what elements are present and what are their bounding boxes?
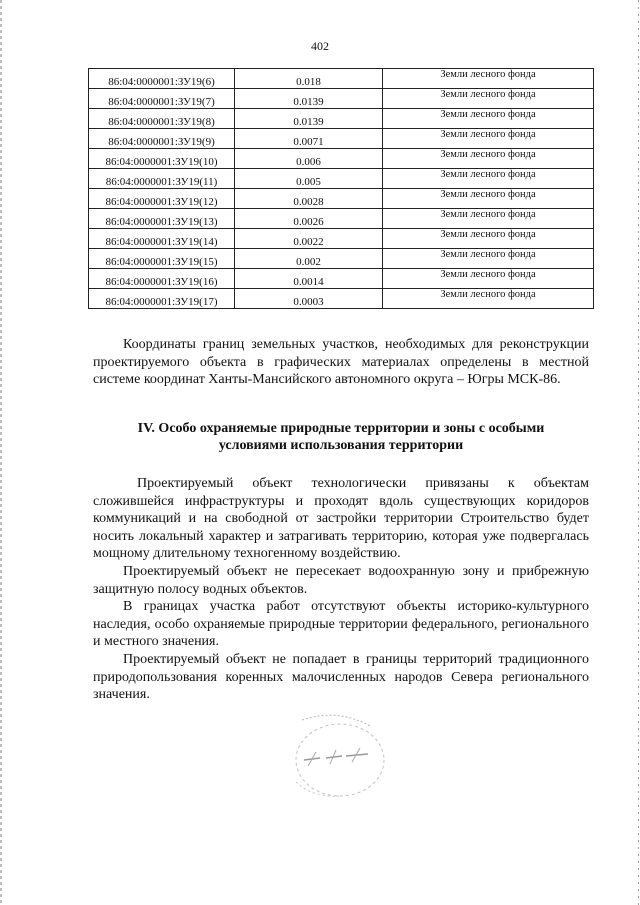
table-row xyxy=(89,149,594,169)
cell-cadastral-number: 86:04:0000001:ЗУ19(8) xyxy=(89,109,235,129)
paragraph-heritage xyxy=(93,598,589,651)
paragraph-traditional-land xyxy=(93,651,589,704)
cell-cadastral-number: 86:04:0000001:ЗУ19(10) xyxy=(89,149,235,169)
cell-area: 0.005 xyxy=(235,169,383,189)
table-row xyxy=(89,189,594,209)
cell-area: 0.0071 xyxy=(235,129,383,149)
cell-cadastral-number: 86:04:0000001:ЗУ19(9) xyxy=(89,129,235,149)
cell-land-category: Земли лесного фонда xyxy=(383,289,594,309)
cell-cadastral-number: 86:04:0000001:ЗУ19(14) xyxy=(89,229,235,249)
table-row xyxy=(89,249,594,269)
cell-land-category: Земли лесного фонда xyxy=(383,169,594,189)
table-row xyxy=(89,269,594,289)
cell-land-category: Земли лесного фонда xyxy=(383,149,594,169)
cell-land-category: Земли лесного фонда xyxy=(383,189,594,209)
table-row xyxy=(89,129,594,149)
paragraph-infrastructure xyxy=(93,475,589,563)
cell-area: 0.0026 xyxy=(235,209,383,229)
cell-land-category: Земли лесного фонда xyxy=(383,249,594,269)
cell-cadastral-number: 86:04:0000001:ЗУ19(15) xyxy=(89,249,235,269)
cell-land-category: Земли лесного фонда xyxy=(383,129,594,149)
table-row xyxy=(89,69,594,89)
paragraph-infrastructure-text: Проектируемый объект технологически привязаны к объектам сложившейся инфраструктуры и проходят вдоль существующих коридоров коммуникаций и на свободной от застройки территории Строительство будет носить локальный характер и затрагивать территорию, которая уже подвергалась мощному длительному техногенному воздействию. xyxy=(93,476,589,561)
paragraph-water-zone-text: Проектируемый объект не пересекает водоохранную зону и прибрежную защитную полосу водных объектов. xyxy=(93,564,589,597)
cell-cadastral-number: 86:04:0000001:ЗУ19(12) xyxy=(89,189,235,209)
table-row xyxy=(89,169,594,189)
paragraph-heritage-text: В границах участка работ отсутствуют объекты историко-культурного наследия, особо охраняемые природные территории федерального, регионального и местного значения. xyxy=(93,599,589,649)
cell-area: 0.0014 xyxy=(235,269,383,289)
coordinates-paragraph-text: Координаты границ земельных участков, необходимых для реконструкции проектируемого объекта в графических материалах определены в местной системе координат Ханты-Мансийского автономного округа – Югры МСК-86. xyxy=(93,337,589,387)
table-row xyxy=(89,209,594,229)
cell-area: 0.0003 xyxy=(235,289,383,309)
cell-area: 0.0022 xyxy=(235,229,383,249)
section-heading-line-1: IV. Особо охраняемые природные территории и зоны с особыми xyxy=(137,421,545,436)
cell-land-category: Земли лесного фонда xyxy=(383,209,594,229)
cell-area: 0.018 xyxy=(235,69,383,89)
cell-cadastral-number: 86:04:0000001:ЗУ19(11) xyxy=(89,169,235,189)
land-parcels-table xyxy=(88,68,594,309)
cell-land-category: Земли лесного фонда xyxy=(383,229,594,249)
cell-land-category: Земли лесного фонда xyxy=(383,109,594,129)
cell-cadastral-number: 86:04:0000001:ЗУ19(16) xyxy=(89,269,235,289)
table-row xyxy=(89,229,594,249)
faded-stamp xyxy=(282,712,392,802)
paragraph-water-zone xyxy=(93,563,589,598)
paragraph-traditional-land-text: Проектируемый объект не попадает в границы территорий традиционного природопользования коренных малочисленных народов Севера регионального значения. xyxy=(93,652,589,702)
page-number: 402 xyxy=(311,39,329,53)
scan-edge-right xyxy=(638,0,639,905)
table-row xyxy=(89,289,594,309)
cell-cadastral-number: 86:04:0000001:ЗУ19(6) xyxy=(89,69,235,89)
section-heading-line-2: условиями использования территории xyxy=(218,438,464,453)
land-parcels-table-body xyxy=(89,69,594,309)
cell-area: 0.0139 xyxy=(235,109,383,129)
cell-land-category: Земли лесного фонда xyxy=(383,269,594,289)
cell-cadastral-number: 86:04:0000001:ЗУ19(7) xyxy=(89,89,235,109)
cell-land-category: Земли лесного фонда xyxy=(383,69,594,89)
cell-cadastral-number: 86:04:0000001:ЗУ19(13) xyxy=(89,209,235,229)
cell-cadastral-number: 86:04:0000001:ЗУ19(17) xyxy=(89,289,235,309)
cell-area: 0.0028 xyxy=(235,189,383,209)
table-row xyxy=(89,109,594,129)
cell-area: 0.006 xyxy=(235,149,383,169)
table-row xyxy=(89,89,594,109)
cell-land-category: Земли лесного фонда xyxy=(383,89,594,109)
scan-edge-left xyxy=(0,0,2,905)
cell-area: 0.0139 xyxy=(235,89,383,109)
section-heading xyxy=(93,420,589,454)
cell-area: 0.002 xyxy=(235,249,383,269)
coordinates-paragraph xyxy=(93,336,589,389)
